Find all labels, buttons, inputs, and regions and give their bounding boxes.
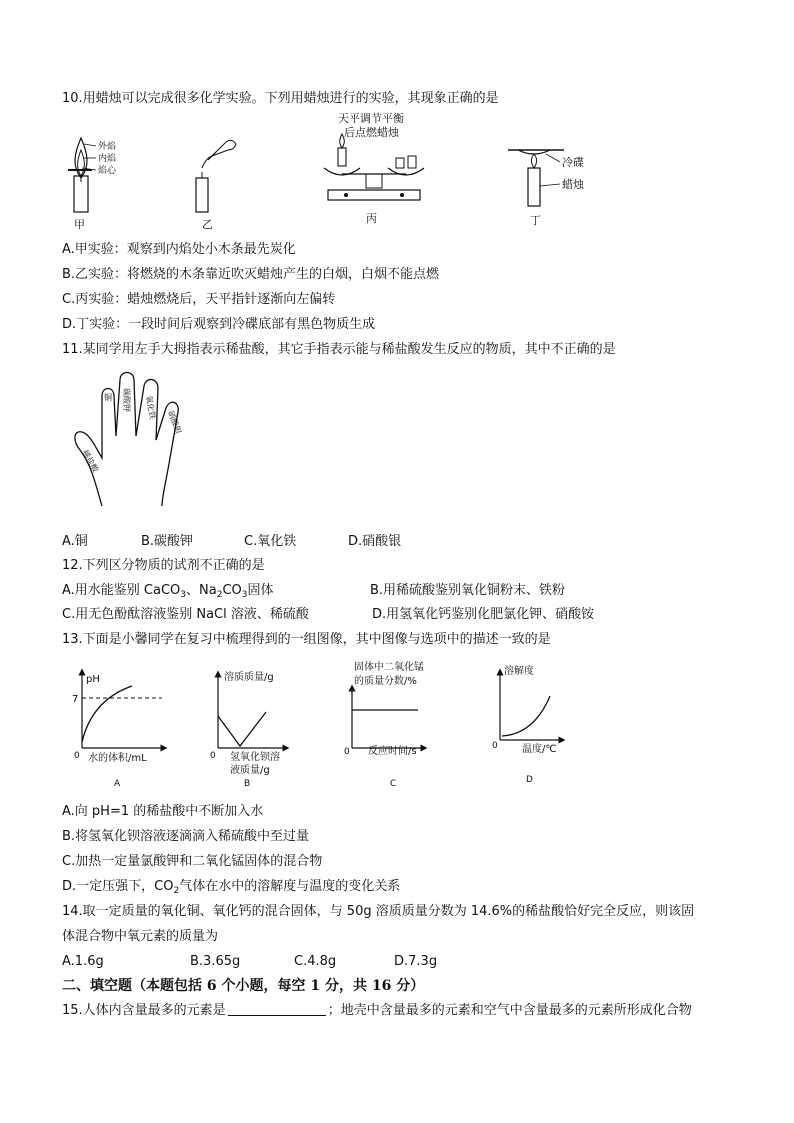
q10-option-b: B.乙实验：将燃烧的木条靠近吹灭蜡烛产生的白烟，白烟不能点燃 (62, 267, 440, 282)
fig-jia-inner-label: 焰心 (98, 166, 117, 176)
fig-jia-outer-label: 外焰 (98, 142, 117, 152)
graph-a-ylabel: pH (86, 674, 100, 685)
q14-option-c: C.4.8g (294, 954, 337, 969)
fig-ding-candle-label: 蜡烛 (562, 178, 584, 191)
q13-option-a: A.向 pH=1 的稀盐酸中不断加入水 (62, 804, 264, 819)
q13-option-c: C.加热一定量氯酸钾和二氧化锰固体的混合物 (62, 854, 323, 869)
q11-stem: 11.某同学用左手大拇指表示稀盐酸，其它手指表示能与稀盐酸发生反应的物质，其中不正确的是 (62, 342, 616, 357)
graph-b-origin: 0 (210, 751, 216, 761)
q13-stem: 13.下面是小馨同学在复习中梳理得到的一组图像，其中图像与选项中的描述一致的是 (62, 632, 551, 647)
graph-a-xlabel: 水的体积/mL (88, 753, 147, 764)
q10-option-d: D.丁实验：一段时间后观察到冷碟底部有黑色物质生成 (62, 317, 376, 332)
finger-index-label: 铜 (104, 393, 112, 402)
q10-figure-yi (186, 128, 246, 231)
fig-bing-label: 丙 (366, 212, 377, 225)
q11-option-b: B.碳酸钾 (141, 534, 194, 549)
q14-option-a: A.1.6g (62, 954, 104, 969)
graph-a-label: A (114, 779, 121, 789)
q11-option-d: D.硝酸银 (348, 534, 402, 549)
q11-option-c: C.氧化铁 (244, 534, 297, 549)
q14-option-d: D.7.3g (394, 954, 438, 969)
q10-stem: 10.用蜡烛可以完成很多化学实验。下列用蜡烛进行的实验，其现象正确的是 (62, 91, 499, 106)
q12-option-b: B.用稀硫酸鉴别氧化铜粉末、铁粉 (370, 583, 566, 598)
q13-graph-c (340, 660, 450, 790)
q10-option-a: A.甲实验：观察到内焰处小木条最先炭化 (62, 242, 296, 257)
q10-figure-jia (62, 118, 142, 230)
q14-stem-line2: 体混合物中氧元素的质量为 (62, 929, 219, 944)
graph-d-ylabel: 溶解度 (504, 666, 534, 677)
q13-option-b: B.将氢氧化钡溶液逐滴滴入稀硫酸中至过量 (62, 829, 310, 844)
fig-ding-dish-label: 冷碟 (562, 156, 584, 169)
graph-d-xlabel: 温度/℃ (522, 744, 557, 755)
graph-b-ylabel: 溶质质量/g (224, 672, 274, 683)
q12-option-c: C.用无色酚酞溶液鉴别 NaCl 溶液、稀硫酸 (62, 607, 309, 622)
q10-figure-bing (316, 110, 436, 230)
q11-hand-figure (66, 366, 196, 516)
q14-stem-line1: 14.取一定质量的氧化铜、氧化钙的混合固体，与 50g 溶质质量分数为 14.6%的稀盐酸恰好完全反应，则该固 (62, 904, 695, 919)
q15-answer-blank[interactable] (228, 1002, 326, 1016)
graph-d-origin: 0 (492, 741, 498, 751)
fig-jia-middle-label: 内焰 (98, 154, 117, 164)
fig-bing-caption-2: 后点燃蜡烛 (344, 126, 399, 139)
q12-option-a: A.用水能鉴别 CaCO$_3$、$Na_2CO_3$固体 (62, 583, 274, 600)
graph-b-xlabel-1: 氢氧化钡溶 (230, 752, 280, 763)
finger-middle-label: 碳酸钾 (122, 388, 131, 412)
q13-graph-b (206, 664, 306, 790)
finger-thumb-label: 稀盐酸 (80, 448, 101, 474)
section-2-title: 二、填空题（本题包括 6 个小题，每空 1 分，共 16 分） (62, 978, 425, 994)
q10-figure-ding (504, 140, 604, 230)
graph-c-xlabel: 反应时间/s (368, 746, 417, 757)
graph-b-xlabel-2: 液质量/g (230, 765, 270, 776)
graph-c-ylabel-2: 的质量分数/% (354, 676, 417, 687)
q13-graph-a (68, 664, 178, 790)
q13-graph-d (488, 660, 588, 790)
finger-ring-label: 氧化铁 (144, 394, 158, 420)
graph-c-ylabel-1: 固体中二氧化锰 (354, 662, 424, 673)
finger-little-label: 硝酸银 (166, 409, 183, 436)
q13-option-d: D.一定压强下，$CO_2$气体在水中的溶解度与温度的变化关系 (62, 879, 401, 896)
graph-d-label: D (526, 775, 533, 785)
fig-ding-label: 丁 (530, 214, 541, 227)
graph-a-ytick: 7 (72, 694, 79, 705)
graph-a-origin: 0 (74, 751, 80, 761)
q11-option-a: A.铜 (62, 534, 88, 549)
graph-c-label: C (390, 779, 397, 789)
fig-jia-label: 甲 (74, 218, 85, 231)
q14-option-b: B.3.65g (190, 954, 241, 969)
q15-text: 15.人体内含量最多的元素是 ；地壳中含量最多的元素和空气中含量最多的元素所形成化合物 (62, 1003, 692, 1018)
fig-bing-caption-1: 天平调节平衡 (338, 112, 404, 125)
fig-yi-label: 乙 (202, 218, 213, 231)
q10-option-c: C.丙实验：蜡烛燃烧后，天平指针逐渐向左偏转 (62, 292, 336, 307)
q12-stem: 12.下列区分物质的试剂不正确的是 (62, 558, 265, 573)
graph-b-label: B (244, 779, 251, 789)
q12-option-d: D.用氢氧化钙鉴别化肥氯化钾、硝酸铵 (372, 607, 595, 622)
graph-c-origin: 0 (344, 747, 350, 757)
